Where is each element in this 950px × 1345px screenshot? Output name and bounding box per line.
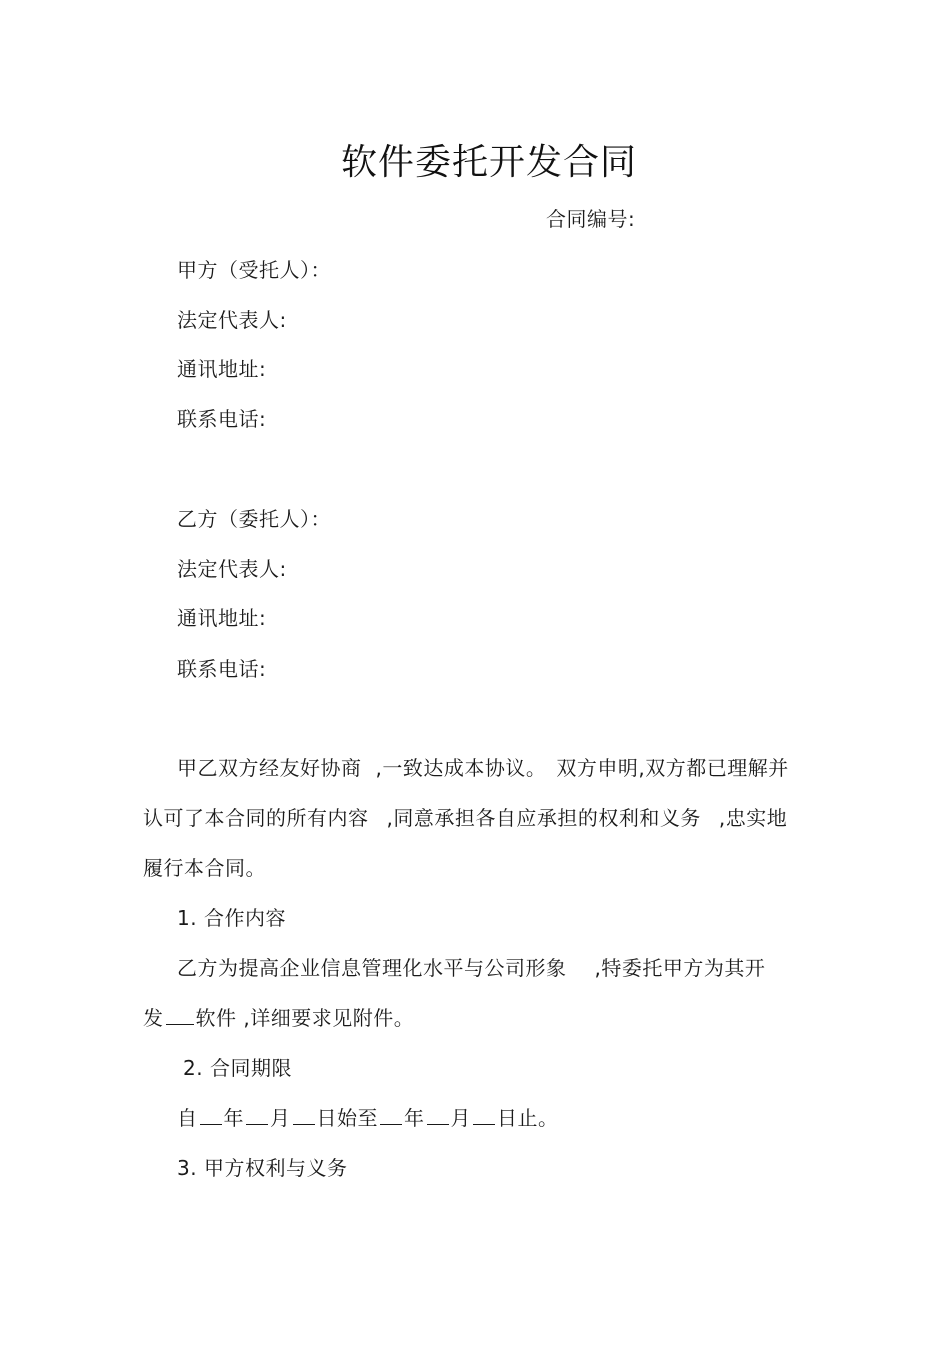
preamble-text: ,双方都已理解并: [638, 756, 789, 780]
date-text: 日始至: [316, 1106, 378, 1130]
section-1-text: 发: [143, 1006, 164, 1030]
section-1-text: ,特委托甲方为其开: [594, 956, 766, 980]
preamble-text: 双方申明: [556, 756, 639, 780]
fill-in-blank: [200, 1106, 222, 1125]
party-a-phone-label: 联系电话:: [177, 407, 267, 431]
section-2-heading: 2. 合同期限: [183, 1056, 292, 1080]
preamble-text: 甲乙双方经友好协商: [177, 756, 362, 780]
section-1-text: 软件 ,详细要求见附件。: [195, 1006, 415, 1030]
party-b-phone-label: 联系电话:: [177, 657, 267, 681]
date-text: 日止。: [497, 1106, 559, 1130]
preamble-text: ,一致达成本协议。: [375, 756, 547, 780]
fill-in-blank: [293, 1106, 315, 1125]
document-title: 软件委托开发合同: [340, 142, 637, 183]
section-1-text: 乙方为提高企业信息管理化水平与公司形象: [177, 956, 567, 980]
fill-in-blank: [427, 1106, 449, 1125]
section-1-line-1: [177, 956, 765, 980]
fill-in-blank: [380, 1106, 402, 1125]
preamble-line-1: [177, 756, 789, 780]
preamble-line-2: [143, 806, 787, 830]
preamble-text: 认可了本合同的所有内容: [143, 806, 369, 830]
party-a-rep-label: 法定代表人:: [177, 308, 287, 332]
date-text: 年: [404, 1106, 425, 1130]
party-a-heading: 甲方（受托人）：: [177, 258, 331, 282]
date-text: 月: [270, 1106, 291, 1130]
fill-in-blank: [473, 1106, 495, 1125]
fill-in-blank: [166, 1006, 194, 1025]
section-1-line-2: [143, 1006, 414, 1030]
party-a-address-label: 通讯地址:: [177, 357, 267, 381]
preamble-line-3: 履行本合同。: [143, 856, 266, 880]
date-text: 月: [450, 1106, 471, 1130]
preamble-text: ,忠实地: [718, 806, 788, 830]
party-b-address-label: 通讯地址:: [177, 606, 267, 630]
section-2-date-range: [177, 1106, 559, 1130]
date-text: 自: [177, 1106, 198, 1130]
party-b-rep-label: 法定代表人:: [177, 557, 287, 581]
fill-in-blank: [246, 1106, 268, 1125]
contract-number-label: 合同编号:: [546, 207, 636, 231]
section-3-heading: 3. 甲方权利与义务: [177, 1156, 348, 1180]
preamble-text: ,同意承担各自应承担的权利和义务: [386, 806, 701, 830]
section-1-heading: 1. 合作内容: [177, 906, 286, 930]
date-text: 年: [223, 1106, 244, 1130]
party-b-heading: 乙方（委托人）：: [177, 507, 331, 531]
